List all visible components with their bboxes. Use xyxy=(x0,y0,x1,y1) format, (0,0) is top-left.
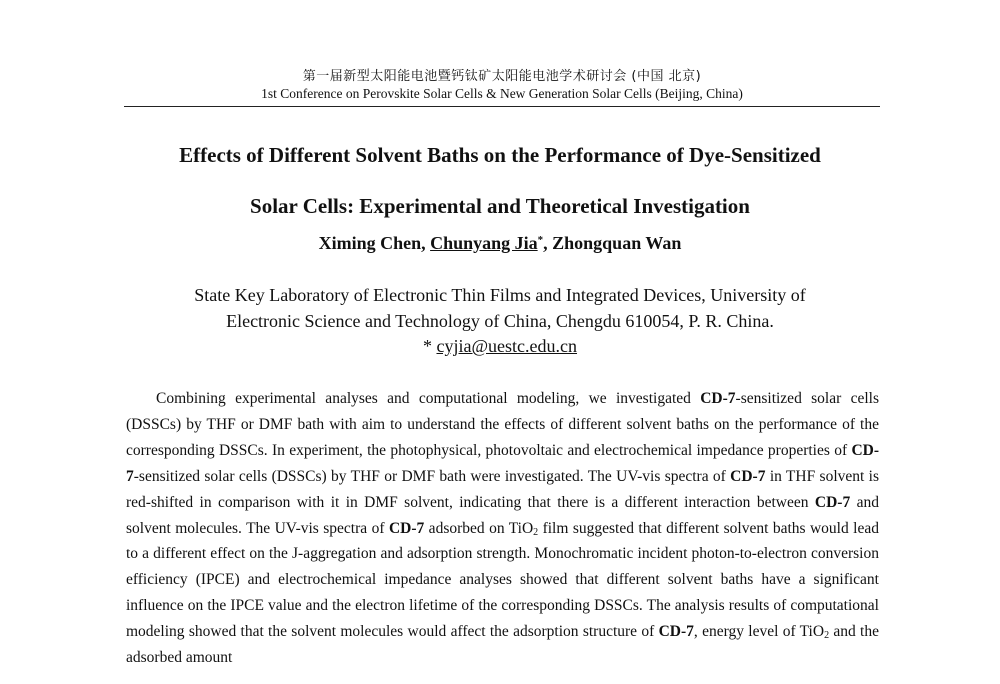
conference-header xyxy=(124,68,880,102)
abstract-paragraph xyxy=(126,386,879,671)
author-list xyxy=(60,231,940,255)
paper-title-line-2: Solar Cells: Experimental and Theoretical Investigation xyxy=(250,194,750,218)
compound-name: CD-7 xyxy=(730,467,766,485)
corresponding-marker: * xyxy=(537,234,544,246)
corresponding-author-name: Chunyang Jia xyxy=(430,233,538,253)
abstract-text: film suggested that different solvent baths would lead to a different effect on the J-aggregation and adsorption strength. Monochromatic incident photon-to-electron conversion efficiency (IPCE) and electrochemical impedance analyses showed that different solvent baths have a significant influence on the IPCE value and the electron lifetime of the corresponding DSSCs. The analysis results of computational modeling showed that the solvent molecules would affect the adsorption structure of xyxy=(126,519,879,641)
abstract-text: adsorbed on TiO xyxy=(424,519,534,537)
compound-name: CD-7 xyxy=(658,623,694,641)
abstract-text: , energy level of TiO xyxy=(693,623,825,641)
subscript: 2 xyxy=(533,526,539,538)
conference-name-chinese: 第一届新型太阳能电池暨钙钛矿太阳能电池学术研讨会 (中国 北京) xyxy=(302,69,702,84)
subscript: 2 xyxy=(824,630,830,642)
compound-name: CD-7 xyxy=(388,519,425,537)
paper-title-line-1: Effects of Different Solvent Baths on the Performance of Dye-Sensitized xyxy=(179,143,821,167)
header-divider xyxy=(124,106,880,107)
author-separator: , xyxy=(543,233,553,253)
abstract-text: -sensitized solar cells (DSSCs) by THF or DMF bath were investigated. The UV-vis spectra of xyxy=(133,467,731,485)
conference-name-english: 1st Conference on Perovskite Solar Cells & New Generation Solar Cells (Beijing, China) xyxy=(261,86,743,101)
compound-name: CD-7 xyxy=(700,390,736,407)
email-link[interactable]: cyjia@uestc.edu.cn xyxy=(436,336,578,356)
abstract-text: -sensitized solar cells (DSSCs) by THF or DMF bath with aim to understand the effects of different solvent baths on the performance of the corresponding DSSCs. In experiment, the photophysical, photovoltaic and electrochemical impedance properties of xyxy=(126,390,879,459)
affiliation-line-1: State Key Laboratory of Electronic Thin Films and Integrated Devices, University of xyxy=(194,285,806,305)
abstract-text: and the adsorbed amount xyxy=(126,623,879,667)
affiliation-line-2: Electronic Science and Technology of China, Chengdu 610054, P. R. China. xyxy=(226,311,774,331)
compound-name: CD-7 xyxy=(814,493,851,511)
author-name: Ximing Chen, xyxy=(318,233,431,253)
abstract-text: in THF solvent is red-shifted in comparison with it in DMF solvent, indicating that there is a different interaction between xyxy=(126,467,880,511)
author-name: Zhongquan Wan xyxy=(552,233,682,253)
contact-email xyxy=(60,334,940,358)
abstract xyxy=(126,386,879,671)
abstract-text: Combining experimental analyses and computational modeling, we investigated xyxy=(156,390,701,407)
abstract-text: and solvent molecules. The UV-vis spectra of xyxy=(126,493,879,537)
compound-name: CD-7 xyxy=(126,441,879,485)
email-marker: * xyxy=(422,336,437,356)
